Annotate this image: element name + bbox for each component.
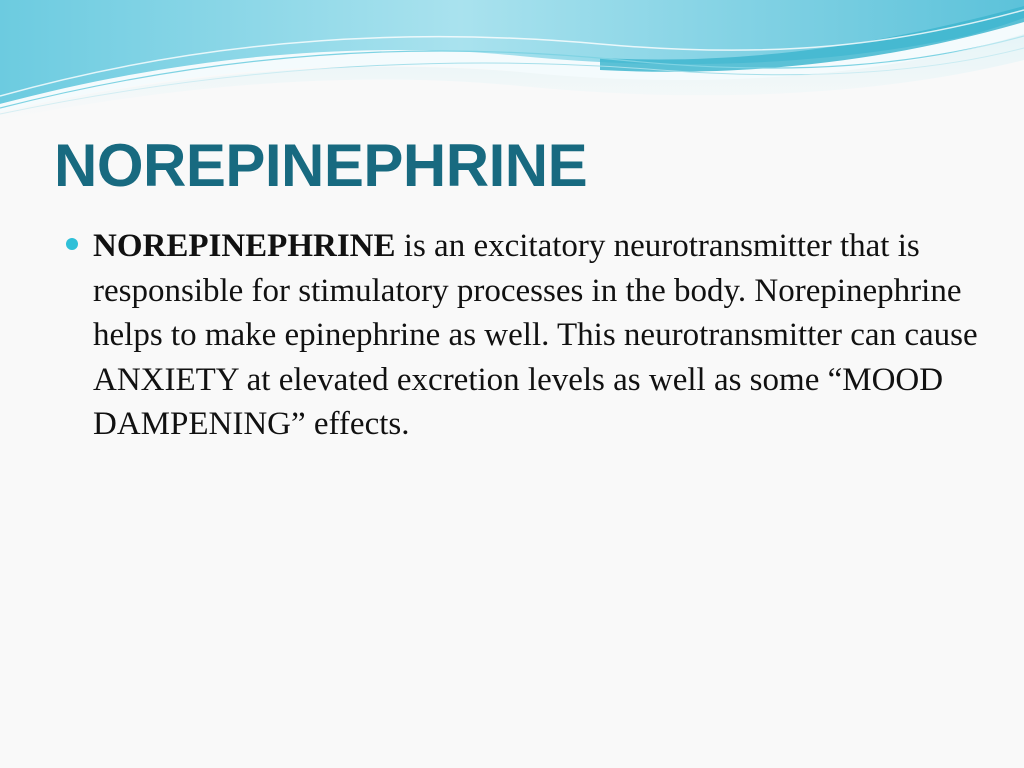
bullet-item [62,224,982,447]
bullet-list [62,224,982,447]
slide-title: NOREPINEPHRINE [54,132,588,199]
bullet-term: NOREPINEPHRINE [93,228,396,264]
bullet-dot-icon [66,238,78,250]
bullet-text: is an excitatory neurotransmitter that is responsible for stimulatory processes in the body. Norepinephrine helps to make epinephrine as well. This neurotransmitter can cause ANXIETY at elevated excretion levels as well as some “MOOD DAMPENING” effects. [93,228,978,442]
wave-banner-decoration [0,0,1024,120]
